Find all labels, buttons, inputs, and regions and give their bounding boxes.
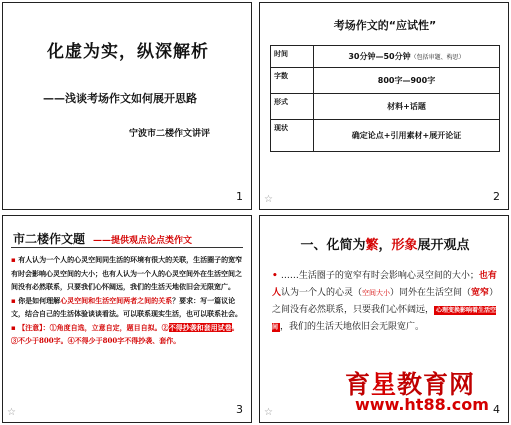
- star-icon: ☆: [7, 407, 16, 418]
- row-note: （包括审题、构思）: [410, 54, 465, 61]
- row-key: 时间: [271, 46, 314, 68]
- slide-subtitle: ——浅谈考场作文如何展开思路: [43, 92, 197, 105]
- slide-body: [272, 268, 500, 336]
- slide-title-text: 市二楼作文题: [13, 232, 86, 246]
- star-icon: ☆: [264, 407, 273, 418]
- paragraph-2-c: ？要求：写一篇议论文，结合自己的生活体验谈谈看法。可以联系现实生活，也可以联系社会。: [11, 295, 242, 318]
- paragraph-3-highlight: 不得抄袭和套用试卷: [168, 322, 232, 332]
- row-key: 现状: [271, 120, 314, 152]
- paragraph-3-d: 不得抄袭、套作。: [124, 336, 181, 345]
- slide-title: [260, 234, 510, 253]
- body-red: 空间大小: [362, 289, 391, 297]
- body-text: ……生活圈子的宽窄有时会影响心灵空间的大小；: [280, 271, 479, 281]
- row-value: 800字—900字: [314, 68, 500, 94]
- body-red: 也有人: [272, 271, 497, 298]
- paragraph-2: [11, 294, 245, 321]
- row-value-text: 30分钟—50分钟: [348, 52, 411, 61]
- slide-title-note: ——提供观点论点类作文: [93, 236, 193, 246]
- paragraph-2-a: 你是如何理解: [18, 295, 61, 305]
- bullet-icon: ▪: [11, 295, 19, 305]
- title-part: 一、化简为: [300, 238, 366, 253]
- body-text: ，我们的生活天地依旧会无限宽广。: [280, 322, 425, 332]
- row-key: 字数: [271, 68, 314, 94]
- watermark-brand-b: 星: [371, 370, 398, 399]
- watermark-brand-a: 育: [345, 370, 372, 399]
- title-part: ，: [378, 238, 392, 253]
- paragraph-1: [11, 253, 245, 294]
- page-number: 4: [493, 403, 500, 416]
- paragraph-3: [11, 321, 245, 348]
- title-part-red: 繁: [365, 238, 379, 253]
- star-icon: ☆: [264, 194, 273, 205]
- watermark-url: www.ht88.com: [355, 395, 489, 414]
- slide-3[interactable]: [2, 215, 252, 423]
- slide-title: [13, 230, 192, 247]
- bullet-icon: ▪: [11, 322, 19, 332]
- paragraph-2-red: 心灵空间和生活空间两者之间的关系: [60, 295, 173, 305]
- title-divider: [11, 247, 243, 248]
- bullet-icon: ▪: [11, 255, 19, 264]
- exam-table: [270, 45, 500, 152]
- page-number: 1: [236, 190, 243, 203]
- paragraph-3-c: 。③不少于800字。④不得少于800字: [11, 322, 239, 345]
- body-text: ）同外在生活空间（: [390, 288, 472, 298]
- slide-author: 宁波市二楼作文讲评: [129, 129, 211, 139]
- page-number: 3: [236, 403, 243, 416]
- body-text: 认为一个人的心灵（: [281, 288, 363, 298]
- title-part-red: 形象: [391, 238, 418, 253]
- row-value: 材料+话题: [314, 94, 500, 120]
- watermark-brand-c: 教育网: [397, 370, 476, 399]
- slide-title: 考场作文的“应试性”: [333, 19, 437, 32]
- slide-body: [11, 253, 245, 348]
- title-part: 展开观点: [417, 238, 470, 253]
- bullet-icon: •: [272, 271, 281, 281]
- paragraph-1-text: 有人认为一个人的心灵空间同生活的环境有很大的关联，生活圈子的宽窄有时会影响心灵空间的大小；也有人认为一个人的心灵空间外在生活空间之间没有必然联系，只要我们心怀阔远，我们的生活天地依旧会无限宽广。: [11, 255, 243, 291]
- body-text: ）之间没有必然联系，只要我们心怀阔远，: [272, 288, 499, 315]
- row-value: 确定论点+引用素材+展开论证: [314, 120, 500, 152]
- slide-2[interactable]: [259, 2, 509, 210]
- row-value: [314, 46, 500, 68]
- paragraph-3-a: 【注意】：①角度自选，立意自定，题目自拟。②: [18, 322, 169, 332]
- highlight-box: 心理变换影响着生活空间: [272, 307, 497, 331]
- body-red: 宽窄: [471, 288, 490, 298]
- slide-title: 化虚为实，纵深解析: [47, 42, 209, 62]
- slide-1[interactable]: [2, 2, 252, 210]
- row-key: 形式: [271, 94, 314, 120]
- page-number: 2: [493, 190, 500, 203]
